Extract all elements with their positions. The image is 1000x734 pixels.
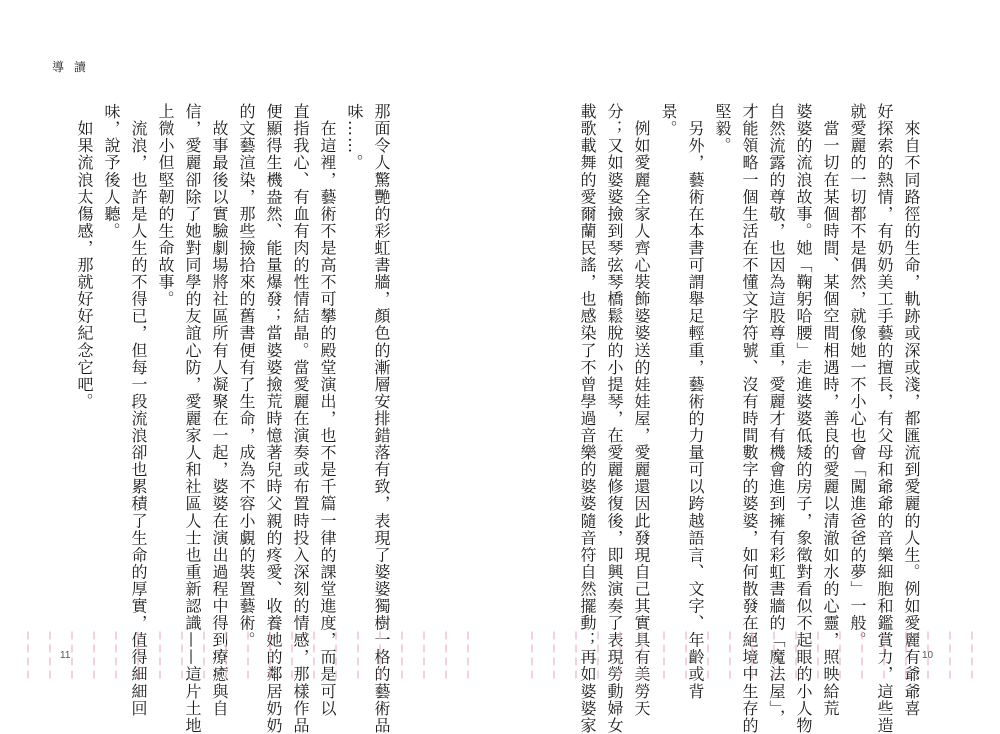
- text-column: 婆婆的流浪故事。她「鞠躬哈腰」走進婆婆低矮的房子，象徵對看似不起眼的小人物: [794, 103, 813, 734]
- text-column: 上微小但堅韌的生命故事。: [156, 103, 175, 308]
- text-column: 分；又如婆婆撿到琴弦琴橋鬆脫的小提琴，在愛麗修復後，即興演奏了表現勞動婦女: [605, 103, 624, 734]
- text-column: 直指我心、有血有肉的性情結晶。當愛麗在演奏或布置時投入深刻的情感，那樣作品: [291, 103, 310, 734]
- text-column: 的文藝渲染，那些撿拾來的舊書便有了生命，成為不容小覷的裝置藝術。: [237, 103, 256, 649]
- text-column: 堅毅。: [713, 103, 732, 155]
- text-column: 才能領略一個生活在不懂文字符號、沒有時間數字的婆婆，如何散發在絕境中生存的: [740, 103, 759, 734]
- decorative-dash-border: [20, 622, 476, 692]
- text-column: 故事最後以實驗劇場將社區所有人凝聚在一起，婆婆在演出過程中得到療癒與自: [210, 103, 229, 717]
- text-column: 好探索的熱情，有奶奶美工手藝的擅長，有父母和爺爺的音樂細胞和鑑賞力，這些造: [875, 103, 894, 734]
- text-column: 景。: [659, 103, 678, 138]
- text-column: 味……。: [345, 103, 364, 172]
- text-column: 來自不同路徑的生命，軌跡或深或淺，都匯流到愛麗的人生。例如愛麗有爺爺喜: [902, 103, 921, 717]
- text-column: 例如愛麗全家人齊心裝飾婆婆送的娃娃屋，愛麗還因此發現自己其實具有美勞天: [632, 103, 651, 717]
- right-page: [500, 0, 1000, 734]
- page-number: 10: [922, 650, 934, 661]
- text-column: 味，說予後人聽。: [102, 103, 121, 240]
- text-column: 如果流浪太傷感，那就好好紀念它吧。: [75, 103, 94, 410]
- text-column: 就愛麗的一切都不是偶然，就像她一不小心也會「闖進爸爸的夢」一般。: [848, 103, 867, 649]
- text-column: 自然流露的尊敬，也因為這股尊重，愛麗才有機會進到擁有彩虹書牆的「魔法屋」，: [767, 103, 786, 726]
- text-column: 載歌載舞的愛爾蘭民謠，也感染了不曾學過音樂的婆婆隨音符自然擺動；再如婆婆家: [578, 103, 597, 734]
- text-column: 當一切在某個時間、某個空間相遇時，善良的愛麗以清澈如水的心靈，照映給荒: [821, 103, 840, 717]
- text-column: 在這裡，藝術不是高不可攀的殿堂演出，也不是千篇一律的課堂進度，而是可以: [318, 103, 337, 717]
- text-column: 信，愛麗卻除了她對同學的友誼心防，愛麗家人和社區人士也重新認識——這片土地: [183, 103, 202, 734]
- text-column: 便顯得生機盎然、能量爆發；當婆婆撿荒時憶著兒時父親的疼愛、收養她的鄰居奶奶: [264, 103, 283, 734]
- text-column: 另外，藝術在本書可謂舉足輕重，藝術的力量可以跨越語言、文字、年齡或背: [686, 103, 705, 700]
- text-column: 流浪，也許是人生的不得已，但每一段流浪卻也累積了生命的厚實，值得細細回: [129, 103, 148, 717]
- section-header: 導 讀: [52, 60, 89, 74]
- text-column: 那面令人驚艷的彩虹書牆，顏色的漸層安排錯落有致，表現了婆婆獨樹一格的藝術品: [372, 103, 391, 734]
- page-number: 11: [60, 650, 71, 661]
- decorative-dash-border: [524, 622, 980, 692]
